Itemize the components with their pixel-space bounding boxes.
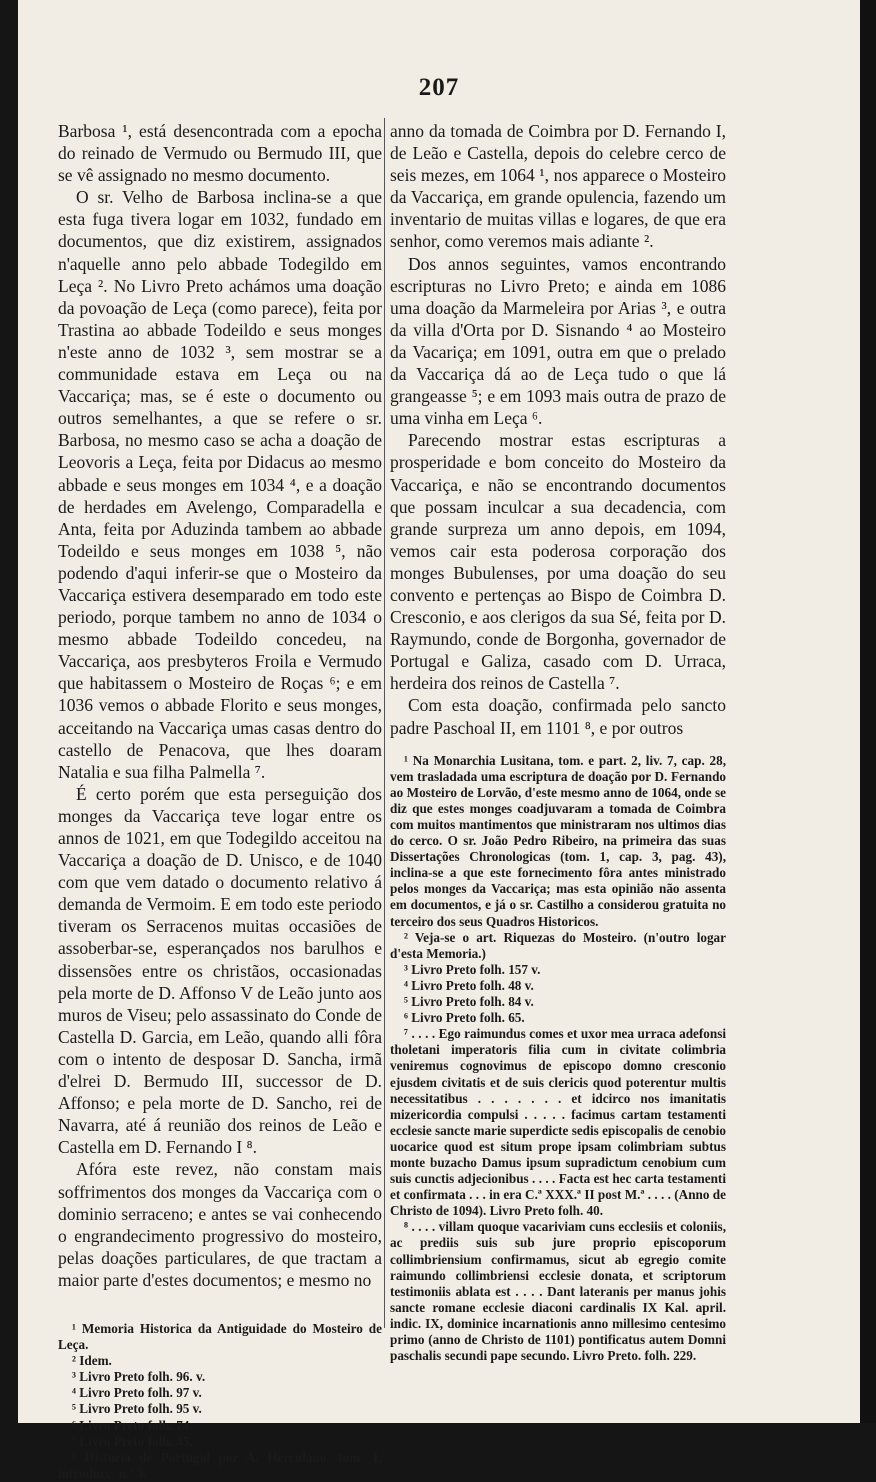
book-page [18, 0, 860, 1481]
right-paragraph: Parecendo mostrar estas escripturas a prosperidade e bom conceito do Mosteiro da Vaccariça, e não se encontrando documentos que possam inculcar a sua decadencia, com grande surpreza um anno depois, em 1094, vemos cair esta poderosa corporação dos monges Bubulenses, por uma doação do seu convento e pertenças ao Bispo de Coimbra D. Cresconio, e aos clerigos da sua Sé, feita por D. Raymundo, conde de Borgonha, governador de Portugal e Galiza, casado com D. Urraca, herdeira dos reinos de Castella ⁷. [390, 430, 726, 694]
left-column [58, 120, 382, 1482]
right-column [390, 120, 726, 1364]
footnote: ⁷ . . . . Ego raimundus comes et uxor mea urraca adefonsi tholetani imperatoris filia cum in civitate colimbria veniremus cognovimus de episcopo domno cresconio ejusdem civitatis et de suis clericis quod poterentur multis necessitatibus . . . . . . . et idcirco nos imanitatis mizericordia compulsi . . . . . facimus cartam testamenti ecclesie sancte marie superdicte sedis episcopalis de cenobio uocarice quod est situm prope ipsam colimbriam subtus monte buzacho Damus ipsum supradictum cenobium cum suis cunctis adjecionibus . . . . Facta est hec carta testamenti et confirmata . . . in era C.ª XXX.ª II post M.ª . . . . (Anno de Christo de 1094). Livro Preto folh. 40. [390, 1026, 726, 1219]
left-paragraph: É certo porém que esta perseguição dos monges da Vaccariça teve logar entre os annos de 1021, em que Todegildo acceitou na Vaccariça a doação de D. Unisco, e de 1040 com que vem datado o documento relativo á demanda de Vermoim. E em todo este periodo tiveram os Serracenos muitas occasiões de assoberbar-se, esperançados nos barulhos e dissensões entre os christãos, occasionadas pela morte de D. Affonso V de Leão junto aos muros de Viseu; pelo assassinato do Conde de Castella D. Garcia, em Leão, quando alli fôra com o intento de desposar D. Sancha, irmã d'elrei D. Bermudo III, successor de D. Affonso; e pela morte de D. Sancho, rei de Navarra, até á reunião dos reinos de Leão e Castella em D. Fernando I ⁸. [58, 783, 382, 1158]
right-paragraph: Com esta doação, confirmada pelo sancto padre Paschoal II, em 1101 ⁸, e por outros [390, 695, 726, 738]
footnote: ⁵ Livro Preto folh. 84 v. [404, 994, 534, 1010]
footnote: ⁶ Livro Preto folh. 74. [72, 1417, 193, 1433]
left-paragraph: Barbosa ¹, está desencontrada com a epocha do reinado de Vermudo ou Bermudo III, que se vê assignado no mesmo documento. [58, 121, 382, 186]
page-number: 207 [418, 74, 460, 101]
footnote: ⁴ Livro Preto folh. 97 v. [72, 1385, 202, 1401]
scan-edge [860, 0, 876, 1423]
footnote: ⁸ Historia de Portugal por A. Herculano. tom. 1, introducç. n.º 3. [58, 1449, 382, 1481]
footnote: ¹ Memoria Historica da Antiguidade do Mosteiro de Leça. [58, 1320, 382, 1353]
left-paragraph: Afóra este revez, não constam mais soffrimentos dos monges da Vaccariça com o dominio serraceno; e antes se vai conhecendo o engrandecimento progressivo do mosteiro, pelas doações particulares, de que tractam a maior parte d'estes documentos; e mesmo no [58, 1159, 382, 1290]
right-footnotes [390, 753, 726, 1365]
footnote: ² Idem. [72, 1353, 112, 1369]
footnote: ⁸ . . . . villam quoque vacariviam cuns ecclesiis et coloniis, ac prediis suis sub jure proprio episcoporum collimbriensium confirmamus, sicut ab egregio comite raimundo collimbriensi ecclesie donata, et scriptorum testimoniis ablata est . . . . Dant lateranis per manus johis sancte romane ecclesie diaconi cardinalis IX Kal. april. indic. IX, dominice incarnationis anno millesimo centesimo primo (anno de Christo de 1101) pontificatus autem Domni paschalis secundi pape secundo. Livro Preto. folh. 229. [390, 1219, 726, 1364]
footnote: ⁶ Livro Preto folh. 65. [404, 1010, 525, 1026]
footnote: ⁷ Livro Preto folh. 45. [72, 1433, 193, 1449]
right-paragraph: Dos annos seguintes, vamos encontrando escripturas no Livro Preto; e ainda em 1086 uma doação da Marmeleira por Arias ³, e outra da villa d'Orta por D. Sisnando ⁴ ao Mosteiro da Vacariça; em 1091, outra em que o prelado da Vaccariça dá ao de Leça tudo o que lá grangeasse ⁵; e em 1093 mais outra de prazo de uma vinha em Leça ⁶. [390, 253, 726, 429]
right-paragraph: anno da tomada de Coimbra por D. Fernando I, de Leão e Castella, depois do celebre cerco de seis mezes, em 1064 ¹, nos apparece o Mosteiro da Vaccariça, em grande opulencia, fazendo um inventario de muitas villas e logares, de que era senhor, como veremos mais adiante ². [390, 121, 726, 252]
footnote: ¹ Na Monarchia Lusitana, tom. e part. 2, liv. 7, cap. 28, vem trasladada uma escriptura de doação por D. Fernando ao Mosteiro de Lorvão, d'este mesmo anno de 1064, onde se diz que estes monges coadjuvaram a tomada de Coimbra com muitos mantimentos que ministraram nos ultimos dias do cerco. O sr. João Pedro Ribeiro, na primeira das suas Dissertações Chronologicas (tom. 1, cap. 3, pag. 43), inclina-se a que este fornecimento fôra antes ministrado pelos monges da Vaccariça; mas esta opinião não assenta em documentos, e já o sr. Castilho a considerou gratuita no terceiro dos seus Quadros Historicos. [390, 752, 726, 929]
footnote: ³ Livro Preto folh. 96. v. [72, 1369, 206, 1385]
left-footnotes [58, 1321, 382, 1482]
footnote: ³ Livro Preto folh. 157 v. [404, 961, 541, 977]
footnote: ² Veja-se o art. Riquezas do Mosteiro. (n'outro logar d'esta Memoria.) [390, 929, 726, 961]
footnote: ⁵ Livro Preto folh. 95 v. [72, 1401, 202, 1417]
column-divider [384, 118, 385, 1328]
left-paragraph: O sr. Velho de Barbosa inclina-se a que esta fuga tivera logar em 1032, fundado em documentos, que diz existirem, assignados n'aquelle anno pelo abbade Todegildo em Leça ². No Livro Preto achámos uma doação da povoação de Leça (como parece), feita por Trastina ao abbade Todeildo e seus monges n'este anno de 1032 ³, sem mostrar se a communidade estava em Leça ou na Vaccariça; mas, se é este o documento ou outros semelhantes, a que se refere o sr. Barbosa, no mesmo caso se acha a doação de Leovoris a Leça, feita por Didacus ao mesmo abbade e seus monges em 1034 ⁴, e a doação de herdades em Avelengo, Comparadella e Anta, feita por Aduzinda tambem ao abbade Todeildo e seus monges em 1038 ⁵, não podendo d'aqui inferir-se que o Mosteiro da Vaccariça estivera desemparado em todo este periodo, porque tambem no anno de 1034 o mesmo abbade Todeildo concedeu, na Vaccariça, aos presbyteros Froila e Vermudo que habitassem o Mosteiro de Roças ⁶; e em 1036 vemos o abbade Florito e seus monges, acceitando na Vaccariça umas casas dentro do castello de Penacova, que lhes doaram Natalia e sua filha Palmella ⁷. [58, 187, 382, 782]
footnote: ⁴ Livro Preto folh. 48 v. [404, 977, 534, 993]
